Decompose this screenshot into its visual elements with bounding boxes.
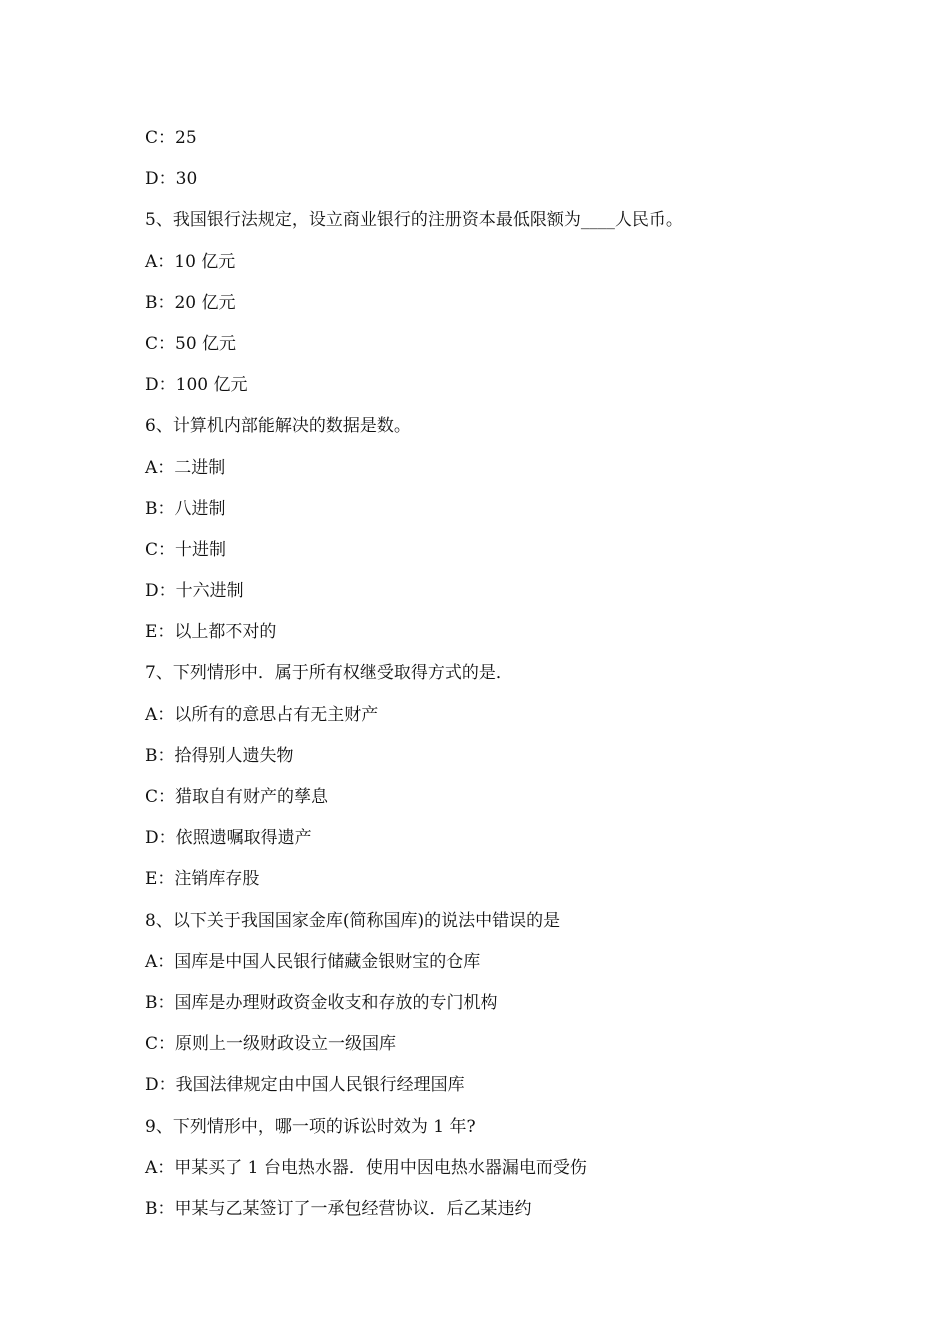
option-text: A：国库是中国人民银行储藏金银财宝的仓库 [145,951,481,972]
option-text: D：十六进制 [145,581,244,602]
option-text: C：十进制 [145,539,227,560]
option-text: E：注销库存股 [145,869,260,890]
option-text: D：100 亿元 [145,375,248,396]
option-text: B：拾得别人遗失物 [145,745,294,766]
option-text: D：依照遗嘱取得遗产 [145,828,312,849]
question-text: 7、下列情形中．属于所有权继受取得方式的是． [145,663,513,684]
question-text: 8、以下关于我国国家金库(简称国库)的说法中错误的是 [145,910,561,931]
option-text: B：国库是办理财政资金收支和存放的专门机构 [145,992,498,1013]
option-text: B：甲某与乙某签订了一承包经营协议．后乙某违约 [145,1198,532,1219]
option-text: D：30 [145,169,198,190]
option-text: B：八进制 [145,498,226,519]
option-text: A：以所有的意思占有无主财产 [145,704,379,725]
option-text: C：猎取自有财产的孳息 [145,787,329,807]
option-text: C：25 [145,128,197,148]
option-text: C：原则上一级财政设立一级国库 [145,1034,397,1055]
option-text: A：二进制 [145,457,226,478]
option-text: A：甲某买了 1 台电热水器．使用中因电热水器漏电而受伤 [145,1157,587,1178]
option-text: C：50 亿元 [145,333,237,354]
question-text: 6、计算机内部能解决的数据是数。 [145,416,411,437]
question-text: 5、我国银行法规定，设立商业银行的注册资本最低限额为____人民币。 [145,210,683,231]
option-text: A：10 亿元 [145,251,236,272]
option-text: E：以上都不对的 [145,622,277,643]
document-body [145,118,905,1230]
question-text: 9、下列情形中，哪一项的诉讼时效为 1 年? [145,1116,476,1137]
option-text: B：20 亿元 [145,292,236,313]
option-text: D：我国法律规定由中国人民银行经理国库 [145,1075,465,1096]
